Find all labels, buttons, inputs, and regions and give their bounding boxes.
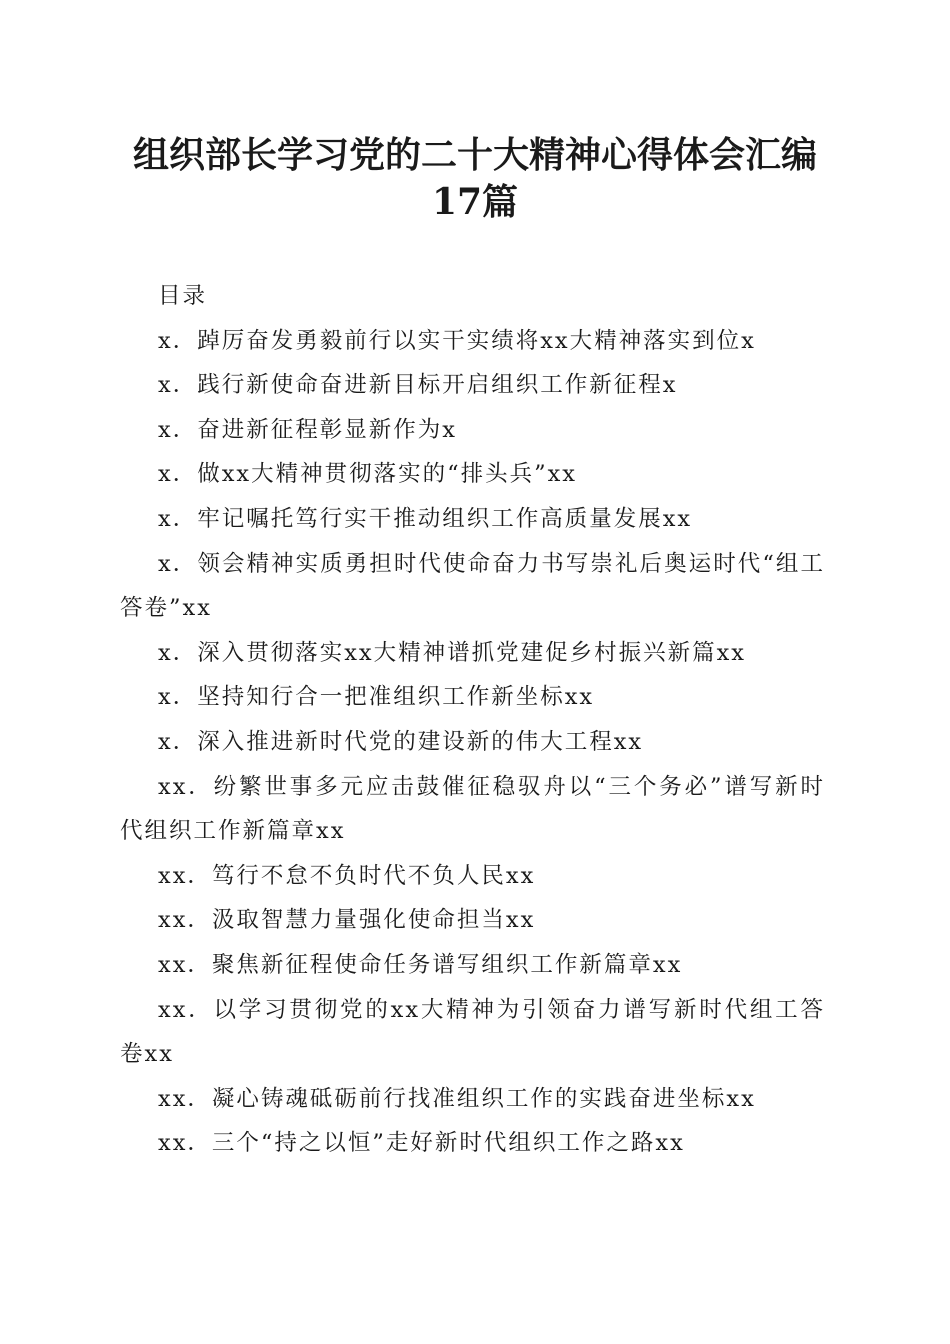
title-line-1: 组织部长学习党的二十大精神心得体会汇编 [132, 134, 817, 176]
title-line-2: 17篇 [431, 181, 519, 223]
toc-item: x．踔厉奋发勇毅前行以实干实绩将xx大精神落实到位x [158, 327, 756, 354]
toc-item: x．领会精神实质勇担时代使命奋力书写崇礼后奥运时代“组工答卷”xx [120, 550, 825, 622]
toc-heading: 目录 [158, 283, 208, 309]
toc-item: xx．纷繁世事多元应击鼓催征稳驭舟以“三个务必”谱写新时代组织工作新篇章xx [120, 773, 825, 845]
toc-item: x．坚持知行合一把准组织工作新坐标xx [158, 684, 595, 711]
toc-item: x．深入推进新时代党的建设新的伟大工程xx [158, 728, 644, 755]
toc-item: xx．以学习贯彻党的xx大精神为引领奋力谱写新时代组工答卷xx [120, 996, 825, 1068]
toc-item: x．深入贯彻落实xx大精神谱抓党建促乡村振兴新篇xx [158, 639, 746, 666]
toc-item: xx．凝心铸魂砥砺前行找准组织工作的实践奋进坐标xx [158, 1085, 756, 1112]
toc-item: x．奋进新征程彰显新作为x [158, 416, 457, 443]
toc-item: xx．笃行不怠不负时代不负人民xx [158, 862, 536, 889]
toc-item: x．践行新使命奋进新目标开启组织工作新征程x [158, 372, 678, 399]
table-of-contents [120, 274, 825, 1166]
toc-item: x．牢记嘱托笃行实干推动组织工作高质量发展xx [158, 505, 693, 532]
toc-item: xx．聚焦新征程使命任务谱写组织工作新篇章xx [158, 951, 683, 978]
toc-item: xx．汲取智慧力量强化使命担当xx [158, 907, 536, 934]
toc-item: xx．三个“持之以恒”走好新时代组织工作之路xx [158, 1130, 685, 1157]
document-title [100, 132, 850, 226]
toc-item: x．做xx大精神贯彻落实的“排头兵”xx [158, 461, 577, 488]
